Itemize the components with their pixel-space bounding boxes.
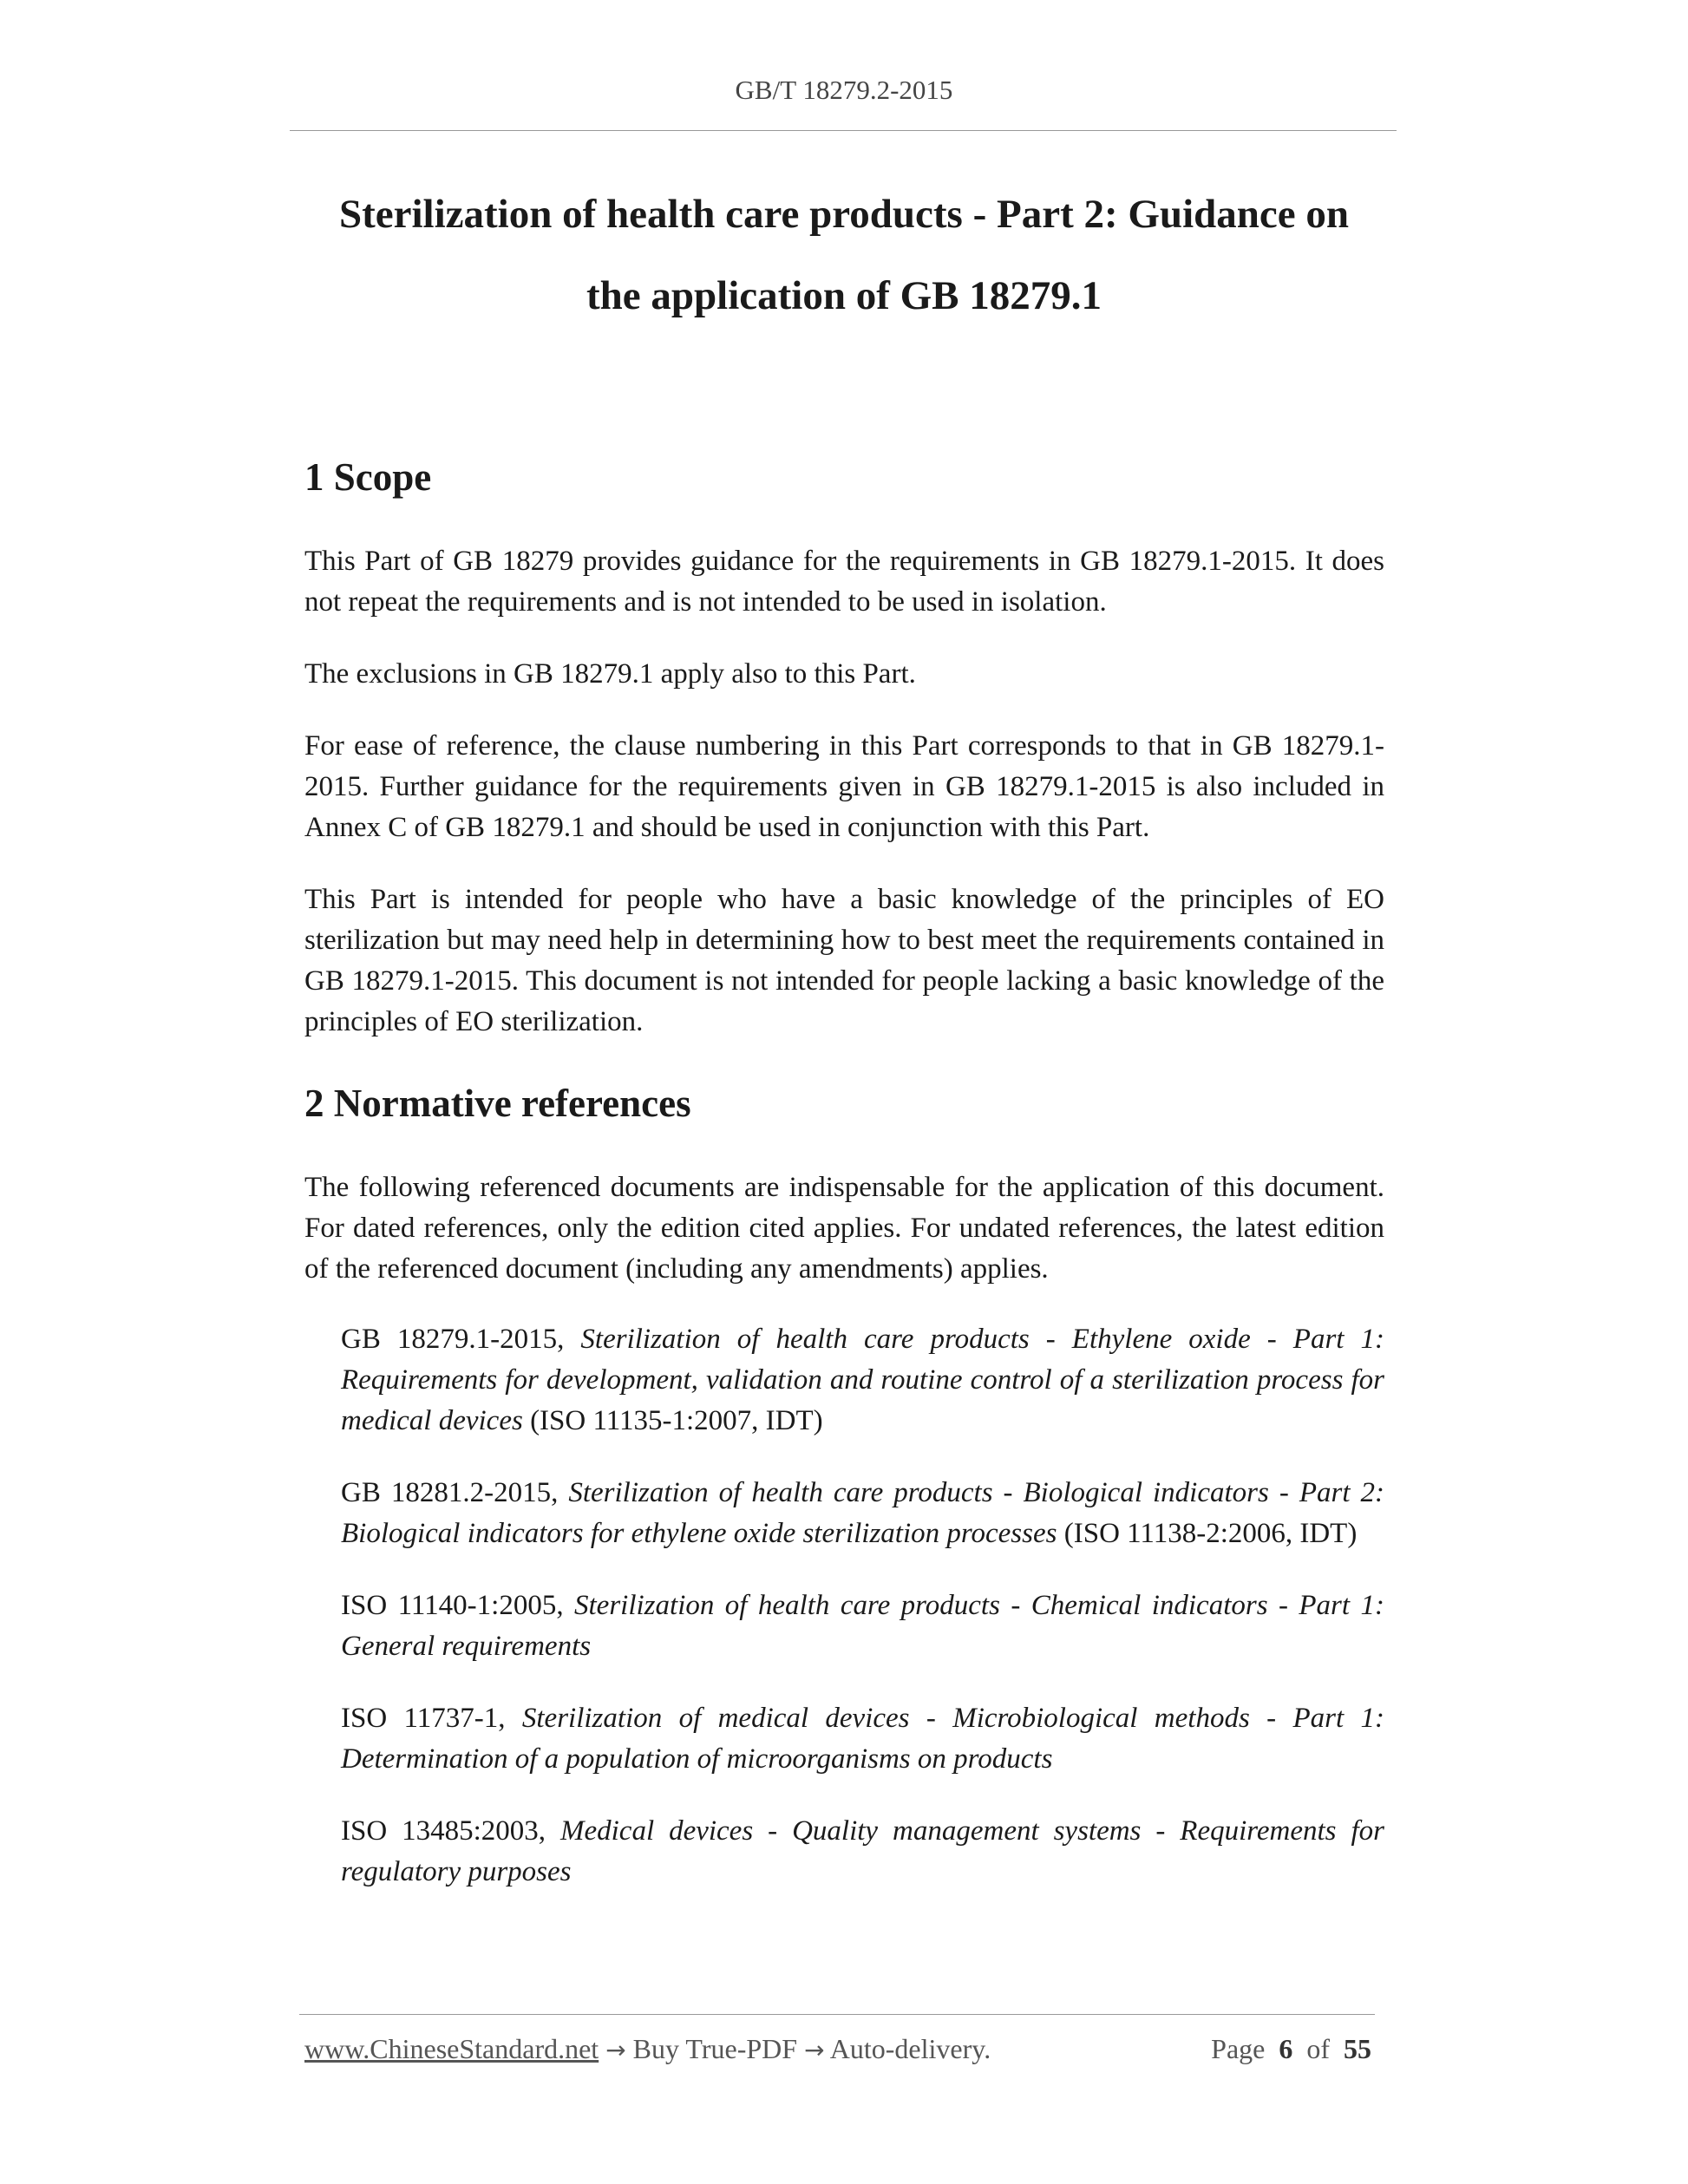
reference-item: ISO 13485:2003, Medical devices - Quality management systems - Requirements for regulatory purposes bbox=[341, 1815, 1384, 1887]
scope-paragraph-2: The exclusions in GB 18279.1 apply also to this Part. bbox=[304, 658, 916, 690]
page-footer bbox=[304, 2033, 1371, 2065]
scope-paragraph-4: This Part is intended for people who have a basic knowledge of the principles of EO sterilization but may need help in determining how to best meet the requirements contained in GB 18279.1-2015. This document is not intended for people lacking a basic knowledge of the principles of EO sterilization. bbox=[304, 884, 1384, 1037]
reference-list bbox=[304, 1319, 1384, 1893]
normative-intro-paragraph: The following referenced documents are indispensable for the application of this document. For dated references, only the edition cited applies. For undated references, the latest edition of the referenced document (including any amendments) applies. bbox=[304, 1172, 1384, 1285]
auto-delivery-text: Auto-delivery. bbox=[829, 2033, 991, 2064]
footer-divider bbox=[299, 2014, 1375, 2015]
reference-item: ISO 11140-1:2005, Sterilization of health care products - Chemical indicators - Part 1: General requirements bbox=[341, 1590, 1384, 1662]
header-standard-code: GB/T 18279.2-2015 bbox=[735, 75, 953, 105]
title-line-1: Sterilization of health care products - Part 2: Guidance on bbox=[338, 192, 1350, 237]
section-heading-normative-references: 2 Normative references bbox=[304, 1082, 691, 1125]
section-heading-scope: 1 Scope bbox=[304, 455, 432, 499]
header-divider bbox=[290, 130, 1397, 131]
arrow-right-icon: → bbox=[605, 2036, 626, 2064]
site-link[interactable]: www.ChineseStandard.net bbox=[304, 2033, 599, 2064]
scope-paragraph-3: For ease of reference, the clause numbering in this Part corresponds to that in GB 18279.1-2015. Further guidance for the requirements given in GB 18279.1-2015 is also included in Annex C of GB 18279.1 and should be used in conjunction with this Part. bbox=[304, 730, 1384, 843]
footer-promo bbox=[304, 2033, 991, 2065]
total-pages: 55 bbox=[1344, 2033, 1371, 2064]
reference-item: ISO 11737-1, Sterilization of medical devices - Microbiological methods - Part 1: Determination of a population of microorganisms on products bbox=[341, 1703, 1384, 1775]
buy-pdf-text: Buy True-PDF bbox=[632, 2033, 798, 2064]
current-page: 6 bbox=[1279, 2033, 1293, 2064]
document-title bbox=[260, 173, 1428, 337]
reference-item: GB 18279.1-2015, Sterilization of health care products - Ethylene oxide - Part 1: Requirements for development, validation and routine control of a sterilization process for medical devices (ISO 11135-1:2007, IDT) bbox=[341, 1324, 1384, 1436]
scope-paragraph-1: This Part of GB 18279 provides guidance for the requirements in GB 18279.1-2015. It does not repeat the requirements and is not intended to be used in isolation. bbox=[304, 546, 1384, 618]
page-number: Page 6 of 55 bbox=[1211, 2033, 1371, 2064]
document-body bbox=[304, 451, 1384, 1893]
reference-item: GB 18281.2-2015, Sterilization of health care products - Biological indicators - Part 2: Biological indicators for ethylene oxide sterilization processes (ISO 11138-2:2006, IDT) bbox=[341, 1477, 1384, 1549]
arrow-right-icon: → bbox=[804, 2036, 825, 2064]
title-line-2: the application of GB 18279.1 bbox=[586, 273, 1102, 318]
